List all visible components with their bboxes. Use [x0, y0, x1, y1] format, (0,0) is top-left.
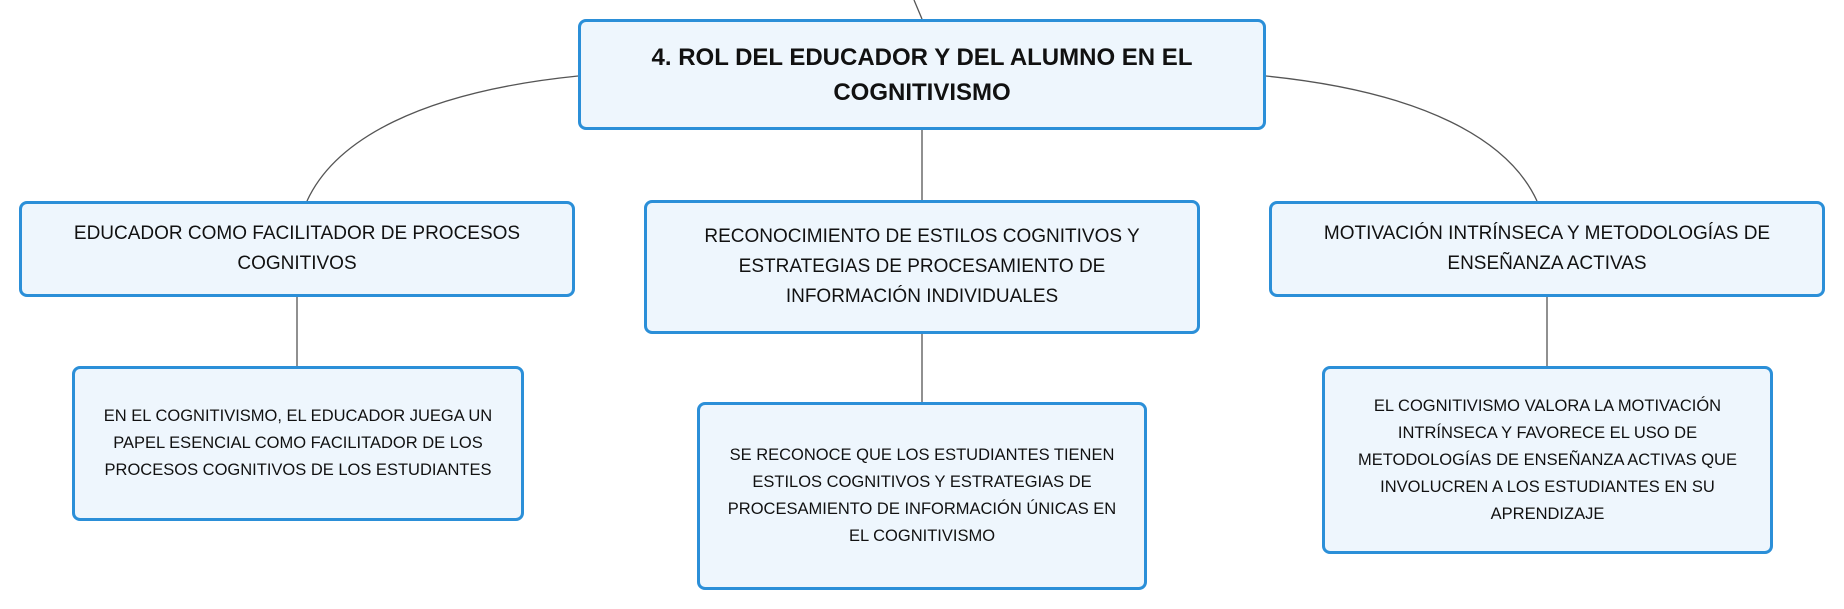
branch-node-cognitive-styles[interactable]	[644, 200, 1200, 334]
connector-to-parent	[914, 0, 922, 19]
leaf-node-text: SE RECONOCE QUE LOS ESTUDIANTES TIENEN ESTILOS COGNITIVOS Y ESTRATEGIAS DE PROCESAMIENTO DE INFORMACIÓN ÚNICAS EN EL COGNITIVISMO	[727, 446, 1117, 545]
connector-root-to-branch-1	[307, 76, 578, 201]
root-topic-title: 4. ROL DEL EDUCADOR Y DEL ALUMNO EN EL COGNITIVISMO	[651, 43, 1193, 106]
branch-node-label: RECONOCIMIENTO DE ESTILOS COGNITIVOS Y ESTRATEGIAS DE PROCESAMIENTO DE INFORMACIÓN INDIVIDUALES	[704, 226, 1140, 307]
branch-node-label: EDUCADOR COMO FACILITADOR DE PROCESOS COGNITIVOS	[73, 223, 521, 274]
branch-node-educator-facilitator[interactable]	[19, 201, 575, 297]
leaf-node-cognitive-styles-detail[interactable]	[697, 402, 1147, 590]
connector-root-to-branch-3	[1266, 76, 1537, 201]
leaf-node-text: EL COGNITIVISMO VALORA LA MOTIVACIÓN INTRÍNSECA Y FAVORECE EL USO DE METODOLOGÍAS DE ENSEÑANZA ACTIVAS QUE INVOLUCREN A LOS ESTUDIANTES EN SU APRENDIZAJE	[1358, 396, 1737, 523]
branch-node-label: MOTIVACIÓN INTRÍNSECA Y METODOLOGÍAS DE ENSEÑANZA ACTIVAS	[1323, 223, 1771, 274]
root-topic-node[interactable]	[578, 19, 1266, 130]
leaf-node-educator-facilitator-detail[interactable]	[72, 366, 524, 521]
leaf-node-text: EN EL COGNITIVISMO, EL EDUCADOR JUEGA UN PAPEL ESENCIAL COMO FACILITADOR DE LOS PROCESOS COGNITIVOS DE LOS ESTUDIANTES	[103, 407, 493, 479]
leaf-node-intrinsic-motivation-detail[interactable]	[1322, 366, 1773, 554]
branch-node-intrinsic-motivation[interactable]	[1269, 201, 1825, 297]
